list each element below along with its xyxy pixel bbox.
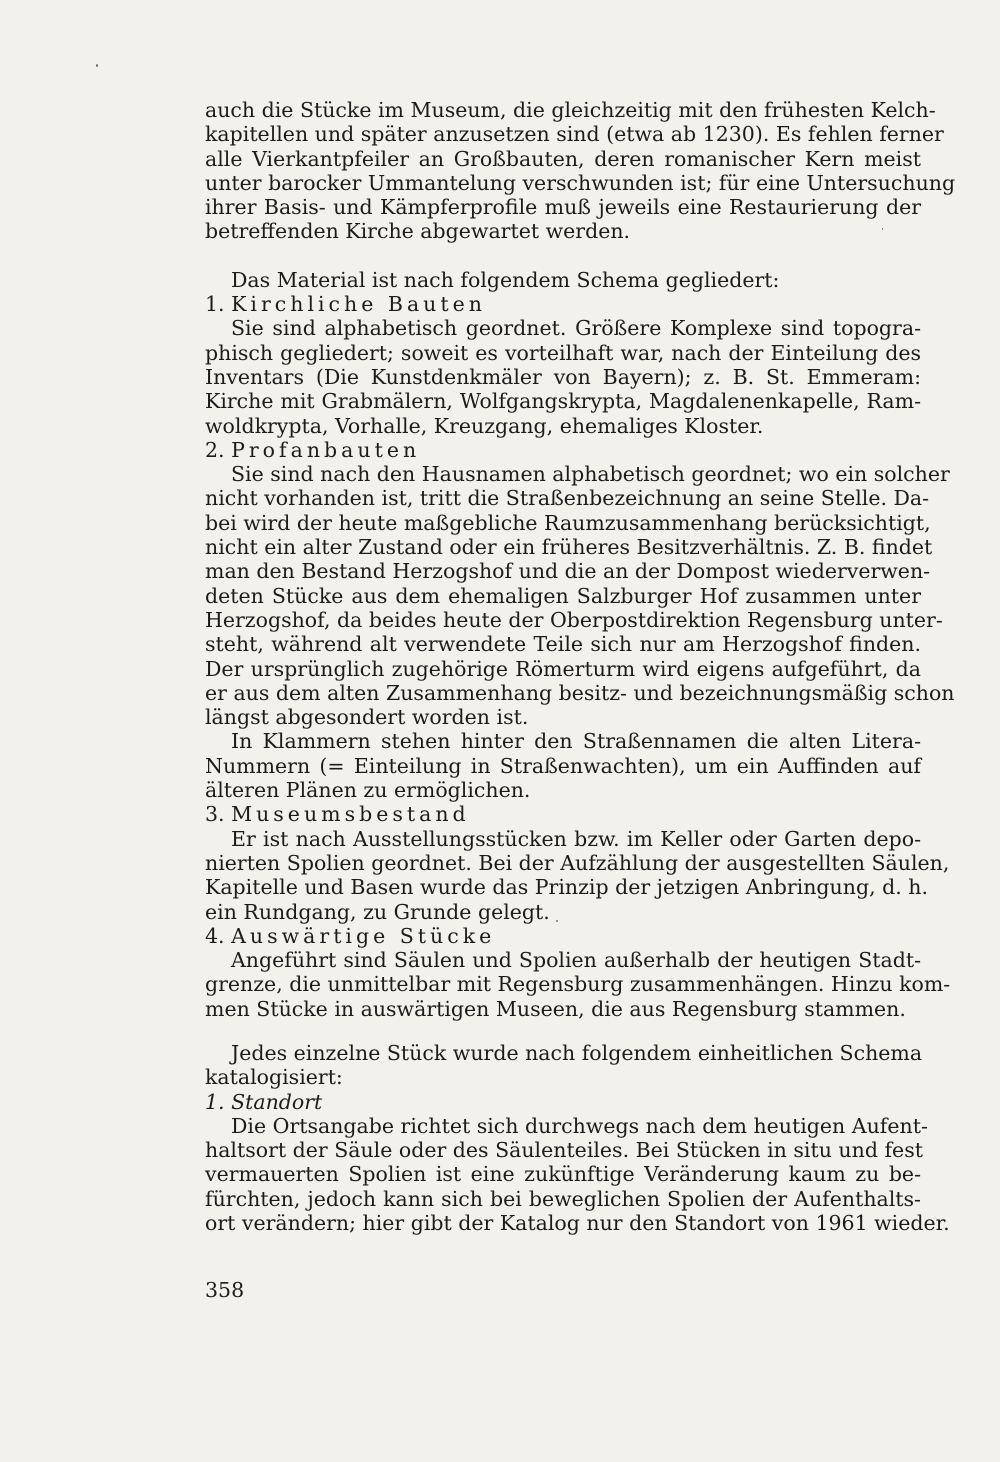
text-line: fürchten, jedoch kann sich bei beweglichen Spolien der Aufenthalts- — [205, 1186, 921, 1211]
text-line: längst abgesondert worden ist. — [205, 705, 529, 730]
scan-speck — [882, 228, 883, 230]
text-line: In Klammern stehen hinter den Straßennamen die alten Litera- — [231, 729, 921, 754]
text-line: kapitellen und später anzusetzen sind (etwa ab 1230). Es fehlen ferner — [205, 122, 944, 147]
text-line: woldkrypta, Vorhalle, Kreuzgang, ehemaliges Kloster. — [205, 413, 764, 438]
text-line: Kapitelle und Basen wurde das Prinzip der jetzigen Anbringung, d. h. — [205, 875, 928, 900]
text-line: men Stücke in auswärtigen Museen, die aus Regensburg stammen. — [205, 996, 906, 1021]
text-line: betreffenden Kirche abgewartet werden. — [205, 219, 631, 244]
page-body — [205, 98, 956, 1236]
text-line: Herzogshof, da beides heute der Oberpostdirektion Regensburg unter- — [205, 607, 943, 632]
text-line: ihrer Basis- und Kämpferprofile muß jeweils eine Restaurierung der — [205, 195, 921, 220]
text-line: unter barocker Ummantelung verschwunden ist; für eine Untersuchung — [205, 170, 956, 195]
text-line: Sie sind nach den Hausnamen alphabetisch geordnet; wo ein solcher — [231, 462, 950, 487]
section-standort — [205, 1089, 950, 1236]
section-profanbauten — [205, 437, 955, 803]
text-line: grenze, die unmittelbar mit Regensburg zusammenhängen. Hinzu kom- — [205, 972, 951, 997]
text-line: er aus dem alten Zusammenhang besitz- und bezeichnungsmäßig schon — [205, 680, 955, 705]
text-line: haltsort der Säule oder des Säulenteiles. Bei Stücken in situ und fest — [205, 1138, 923, 1163]
scan-speck — [556, 920, 558, 922]
text-line: man den Bestand Herzogshof und die an der Dompost wiederverwen- — [205, 559, 931, 584]
text-line: deten Stücke aus dem ehemaligen Salzburger Hof zusammen unter — [205, 583, 921, 608]
text-line: älteren Plänen zu ermöglichen. — [205, 778, 531, 803]
text-line: Er ist nach Ausstellungsstücken bzw. im Keller oder Garten depo- — [231, 826, 921, 851]
text-line: auch die Stücke im Museum, die gleichzeitig mit den frühesten Kelch- — [205, 98, 936, 122]
text-line: Die Ortsangabe richtet sich durchwegs nach dem heutigen Aufent- — [231, 1113, 928, 1138]
section-heading: 2. Profanbauten — [205, 437, 421, 462]
text-line: Kirche mit Grabmälern, Wolfgangskrypta, Magdalenenkapelle, Ram- — [205, 389, 921, 414]
section-museumsbestand — [205, 802, 950, 924]
text-line: ort verändern; hier gibt der Katalog nur den Standort von 1961 wieder. — [205, 1211, 950, 1236]
section-kirchliche-bauten — [205, 292, 921, 438]
catalog-intro — [205, 1041, 921, 1090]
text-line: Jedes einzelne Stück wurde nach folgendem einheitlichen Schema — [231, 1040, 923, 1065]
text-line: ein Rundgang, zu Grunde gelegt. — [205, 899, 550, 924]
text-line: Angeführt sind Säulen und Spolien außerhalb der heutigen Stadt- — [231, 948, 921, 973]
section-heading: 4. Auswärtige Stücke — [205, 923, 496, 948]
text-line: vermauerten Spolien ist eine zukünftige Veränderung kaum zu be- — [205, 1162, 921, 1187]
text-line: alle Vierkantpfeiler an Großbauten, deren romanischer Kern meist — [205, 146, 921, 171]
text-line: nicht ein alter Zustand oder ein früheres Besitzverhältnis. Z. B. findet — [205, 535, 933, 560]
section-heading: 1. Kirchliche Bauten — [205, 292, 486, 317]
scan-speck — [96, 64, 98, 67]
text-line: steht, während alt verwendete Teile sich nur am Herzogshof finden. — [205, 632, 921, 657]
page-number: 358 — [205, 1278, 245, 1302]
text-line: Nummern (= Einteilung in Straßenwachten), um ein Auffinden auf — [205, 753, 921, 778]
section-auswaertige-stuecke — [205, 923, 951, 1021]
text-line: Inventars (Die Kunstdenkmäler von Bayern); z. B. St. Emmeram: — [205, 364, 921, 389]
text-line: nicht vorhanden ist, tritt die Straßenbezeichnung an seine Stelle. Da- — [205, 486, 930, 511]
text-line: katalogisiert: — [205, 1065, 343, 1090]
section-heading: 3. Museumsbestand — [205, 802, 470, 827]
text-line: Sie sind alphabetisch geordnet. Größere Komplexe sind topogra- — [231, 316, 921, 341]
paragraph-intro — [205, 98, 956, 244]
section-heading: 1. Standort — [205, 1089, 323, 1114]
text-line: Der ursprünglich zugehörige Römerturm wird eigens aufgeführt, da — [205, 656, 921, 681]
text-line: nierten Spolien geordnet. Bei der Aufzählung der ausgestellten Säulen, — [205, 850, 950, 875]
schema-intro: Das Material ist nach folgendem Schema gegliedert: — [231, 267, 780, 292]
text-line: phisch gegliedert; soweit es vorteilhaft war, nach der Einteilung des — [205, 340, 921, 365]
text-line: bei wird der heute maßgebliche Raumzusammenhang berücksichtigt, — [205, 510, 931, 535]
